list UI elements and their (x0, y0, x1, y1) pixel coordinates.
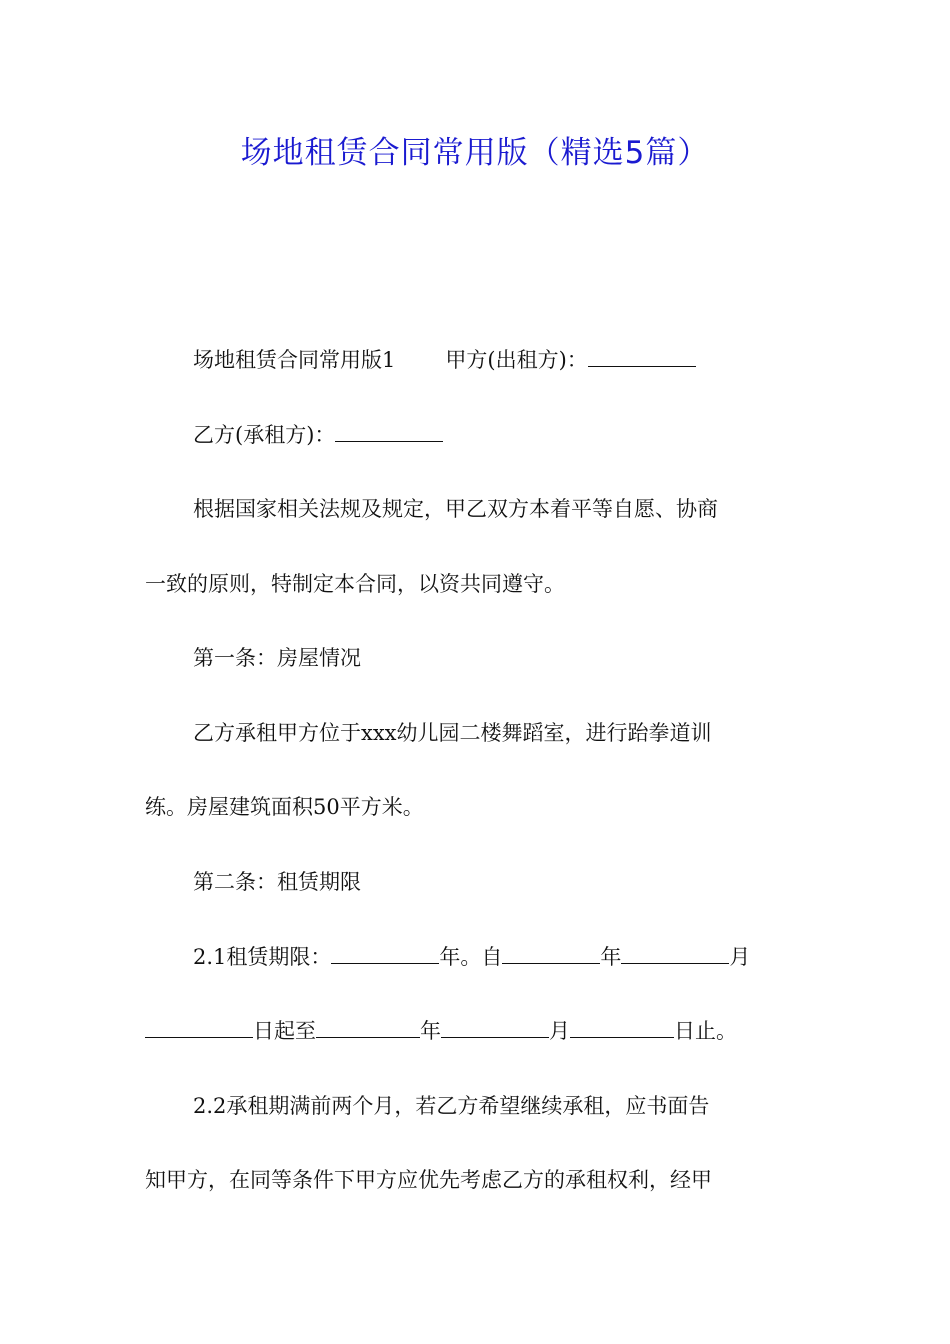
lease-term-line-2 (145, 1011, 737, 1051)
lease-term-label: 2.1租赁期限： (193, 945, 332, 969)
paragraph-line: 根据国家相关法规及规定，甲乙双方本着平等自愿、协商 (193, 497, 718, 521)
start-day-blank (145, 1015, 253, 1038)
contract-heading-line (193, 340, 696, 380)
text-span: 年 (420, 1019, 441, 1043)
document-title: 场地租赁合同常用版（精选5篇） (240, 135, 710, 171)
end-month-blank (441, 1015, 549, 1038)
paragraph-line: 一致的原则，特制定本合同，以资共同遵守。 (145, 572, 565, 596)
text-span: 年。自 (439, 945, 503, 969)
contract-heading: 场地租赁合同常用版1 (193, 348, 396, 372)
lease-years-blank (331, 941, 439, 964)
party-a-label: 甲方(出租方)： (445, 348, 588, 372)
start-year-blank (502, 941, 600, 964)
paragraph-line: 知甲方，在同等条件下甲方应优先考虑乙方的承租权利，经甲 (145, 1168, 712, 1192)
party-a-blank (588, 344, 696, 367)
start-month-blank (621, 941, 729, 964)
paragraph-line: 2.2承租期满前两个月，若乙方希望继续承租，应书面告 (193, 1094, 710, 1118)
article-1-heading: 第一条：房屋情况 (193, 646, 361, 670)
end-year-blank (316, 1015, 420, 1038)
paragraph-line: 乙方承租甲方位于xxx幼儿园二楼舞蹈室，进行跆拳道训 (193, 721, 712, 745)
paragraph-line: 练。房屋建筑面积50平方米。 (145, 795, 424, 819)
text-span: 日止。 (674, 1019, 737, 1043)
lease-term-line (193, 937, 750, 977)
text-span: 月 (729, 945, 751, 969)
party-b-label: 乙方(承租方)： (193, 423, 336, 447)
end-day-blank (570, 1015, 674, 1038)
article-2-heading: 第二条：租赁期限 (193, 870, 361, 894)
text-span: 月 (549, 1019, 570, 1043)
party-b-line (193, 415, 443, 455)
text-span: 年 (600, 945, 622, 969)
text-span: 日起至 (253, 1019, 316, 1043)
party-b-blank (335, 419, 443, 442)
